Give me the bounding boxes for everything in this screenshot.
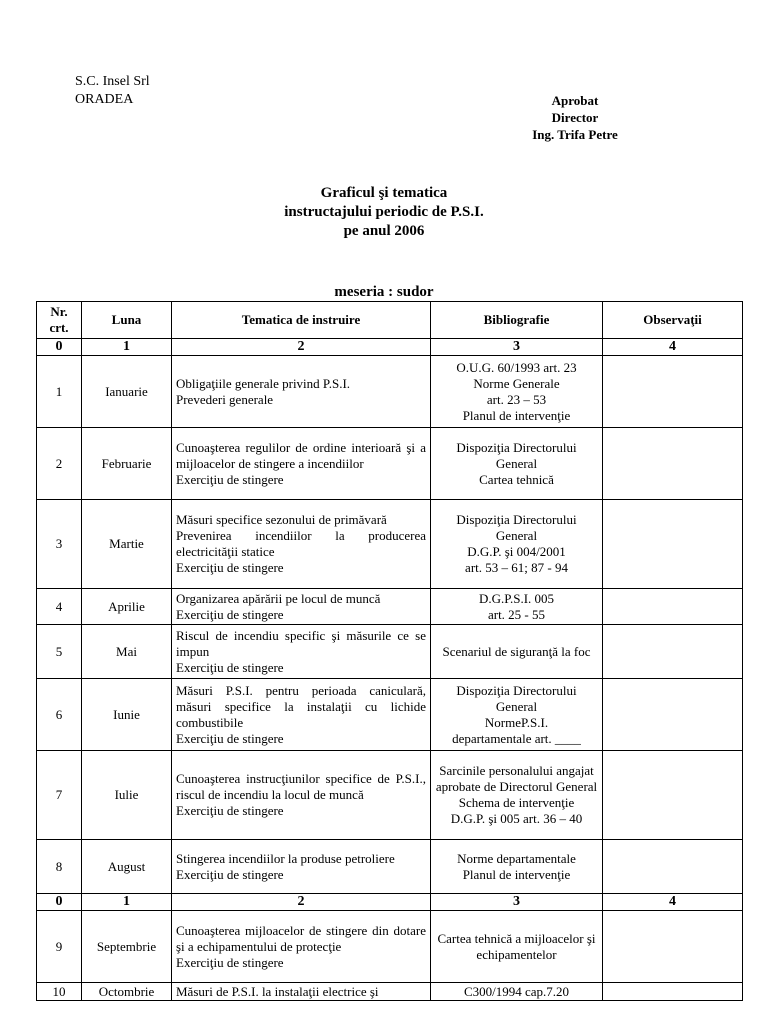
row-bibliography	[431, 679, 603, 751]
row-number: 5	[37, 625, 82, 679]
column-number: 1	[82, 894, 172, 911]
row-bibliography	[431, 911, 603, 983]
row-number: 4	[37, 589, 82, 625]
table-row	[37, 679, 743, 751]
table-row	[37, 911, 743, 983]
topic-line: Stingerea incendiilor la produse petroliere	[176, 850, 395, 866]
row-number: 3	[37, 500, 82, 589]
row-observations	[603, 679, 743, 751]
topic-line: Organizarea apărării pe locul de muncă	[176, 590, 381, 606]
column-number: 2	[172, 339, 431, 356]
row-topic	[172, 679, 431, 751]
bibliography-line: Cartea tehnică	[479, 471, 554, 487]
topic-line: Cunoaşterea mijloacelor de stingere din dotare şi a echipamentului de protecţie	[176, 922, 426, 954]
bibliography-line: Dispoziţia Directorului General	[456, 439, 577, 471]
bibliography-line: art. 25 - 55	[487, 606, 546, 622]
topic-line: Cunoaşterea instrucţiunilor specifice de P.S.I., riscul de incendiu la locul de muncă	[176, 771, 426, 802]
row-month: Ianuarie	[82, 356, 172, 428]
row-bibliography	[431, 625, 603, 679]
bibliography-line: Sarcinile personalului angajat aprobate de Directorul General	[435, 763, 598, 794]
table-row	[37, 751, 743, 840]
column-number: 0	[37, 894, 82, 911]
row-observations	[603, 751, 743, 840]
topic-line: Exerciţiu de stingere	[176, 954, 284, 970]
bibliography-line: Norme departamentale	[457, 850, 576, 866]
approval-block	[500, 92, 650, 143]
column-number: 2	[172, 894, 431, 911]
topic-line: Măsuri specifice sezonului de primăvară	[176, 512, 387, 527]
document-title	[0, 184, 768, 241]
header-nr: Nr. crt.	[37, 302, 82, 339]
row-observations	[603, 840, 743, 894]
row-month: Aprilie	[82, 589, 172, 625]
row-observations	[603, 428, 743, 500]
topic-line: Exerciţiu de stingere	[176, 659, 284, 675]
row-topic	[172, 911, 431, 983]
topic-line: Prevenirea incendiilor la producerea electricităţii statice	[176, 528, 426, 559]
bibliography-line: Schema de intervenţie	[458, 795, 575, 810]
bibliography-line: Dispoziţia Directorului General	[456, 512, 577, 543]
row-number: 2	[37, 428, 82, 500]
row-observations	[603, 625, 743, 679]
row-bibliography	[431, 356, 603, 428]
topic-line: Exerciţiu de stingere	[176, 606, 284, 622]
bibliography-line: departamentale art. ____	[452, 730, 581, 746]
bibliography-line: D.G.P. şi 004/2001	[467, 544, 566, 559]
row-observations	[603, 983, 743, 1001]
row-observations	[603, 500, 743, 589]
bibliography-line: art. 23 – 53	[486, 391, 547, 407]
header-luna: Luna	[82, 302, 172, 339]
row-number: 8	[37, 840, 82, 894]
row-month: Februarie	[82, 428, 172, 500]
column-number: 4	[603, 894, 743, 911]
table-row	[37, 356, 743, 428]
row-bibliography	[431, 983, 603, 1001]
column-numbering-row	[37, 894, 743, 911]
topic-line: Măsuri P.S.I. pentru perioada caniculară, măsuri specifice la instalaţii cu lichide combustibile	[176, 682, 426, 730]
company-name: S.C. Insel Srl	[75, 74, 150, 89]
bibliography-line: Dispoziţia Directorului General	[456, 682, 577, 714]
row-topic	[172, 428, 431, 500]
row-number: 10	[37, 983, 82, 1001]
topic-line: Exerciţiu de stingere	[176, 730, 284, 746]
table-row	[37, 840, 743, 894]
row-month: Iunie	[82, 679, 172, 751]
row-topic	[172, 625, 431, 679]
table-row	[37, 589, 743, 625]
column-number: 3	[431, 339, 603, 356]
topic-line: Riscul de incendiu specific şi măsurile ce se impun	[176, 627, 426, 659]
row-month: Iulie	[82, 751, 172, 840]
bibliography-line: Norme Generale	[473, 375, 560, 391]
bibliography-line: O.U.G. 60/1993 art. 23	[456, 359, 577, 375]
approval-signatory: Ing. Trifa Petre	[532, 127, 618, 142]
company-block	[75, 73, 150, 109]
table-row	[37, 428, 743, 500]
topic-line: Prevederi generale	[176, 391, 274, 407]
row-number: 7	[37, 751, 82, 840]
schedule-table	[36, 301, 743, 1001]
row-topic	[172, 589, 431, 625]
row-month: August	[82, 840, 172, 894]
header-tematica: Tematica de instruire	[172, 302, 431, 339]
approval-label: Aprobat	[551, 93, 599, 108]
row-number: 9	[37, 911, 82, 983]
topic-line: Măsuri de P.S.I. la instalaţii electrice şi	[176, 983, 379, 999]
row-topic	[172, 840, 431, 894]
row-bibliography	[431, 751, 603, 840]
row-month: Septembrie	[82, 911, 172, 983]
bibliography-line: Planul de intervenţie	[462, 866, 571, 882]
bibliography-line: C300/1994 cap.7.20	[463, 983, 570, 999]
row-bibliography	[431, 840, 603, 894]
row-bibliography	[431, 428, 603, 500]
row-number: 6	[37, 679, 82, 751]
bibliography-line: Cartea tehnică a mijloacelor şi echipamentelor	[437, 930, 596, 962]
table-row	[37, 983, 743, 1001]
header-bibliografie: Bibliografie	[431, 302, 603, 339]
column-number: 4	[603, 339, 743, 356]
column-number: 1	[82, 339, 172, 356]
bibliography-line: D.G.P. şi 005 art. 36 – 40	[450, 811, 583, 826]
approval-role: Director	[551, 110, 599, 125]
topic-line: Exerciţiu de stingere	[176, 471, 284, 487]
column-number: 3	[431, 894, 603, 911]
table-row	[37, 625, 743, 679]
row-observations	[603, 589, 743, 625]
bibliography-line: Planul de intervenţie	[462, 407, 571, 423]
bibliography-line: Scenariul de siguranţă la foc	[442, 643, 591, 659]
topic-line: Exerciţiu de stingere	[176, 803, 284, 818]
table-row	[37, 500, 743, 589]
row-month: Martie	[82, 500, 172, 589]
row-bibliography	[431, 589, 603, 625]
topic-line: Exerciţiu de stingere	[176, 866, 284, 882]
title-line-3: pe anul 2006	[343, 223, 425, 239]
bibliography-line: NormeP.S.I.	[484, 714, 549, 730]
trade-label: meseria : sudor	[334, 284, 434, 300]
row-number: 1	[37, 356, 82, 428]
row-topic	[172, 500, 431, 589]
title-line-2: instructajului periodic de P.S.I.	[284, 204, 484, 220]
row-topic	[172, 356, 431, 428]
topic-line: Obligaţiile generale privind P.S.I.	[176, 375, 351, 391]
column-number: 0	[37, 339, 82, 356]
bibliography-line: D.G.P.S.I. 005	[478, 590, 555, 606]
schedule-body	[37, 339, 743, 1001]
header-row	[37, 302, 743, 339]
column-numbering-row	[37, 339, 743, 356]
bibliography-line: art. 53 – 61; 87 - 94	[465, 560, 568, 575]
header-observatii: Observaţii	[603, 302, 743, 339]
title-line-1: Graficul şi tematica	[320, 185, 448, 201]
row-month: Mai	[82, 625, 172, 679]
topic-line: Exerciţiu de stingere	[176, 560, 284, 575]
row-bibliography	[431, 500, 603, 589]
row-topic	[172, 983, 431, 1001]
row-month: Octombrie	[82, 983, 172, 1001]
topic-line: Cunoaşterea regulilor de ordine interioară şi a mijloacelor de stingere a incendiilor	[176, 439, 426, 471]
row-topic	[172, 751, 431, 840]
row-observations	[603, 911, 743, 983]
company-city: ORADEA	[75, 92, 134, 107]
row-observations	[603, 356, 743, 428]
